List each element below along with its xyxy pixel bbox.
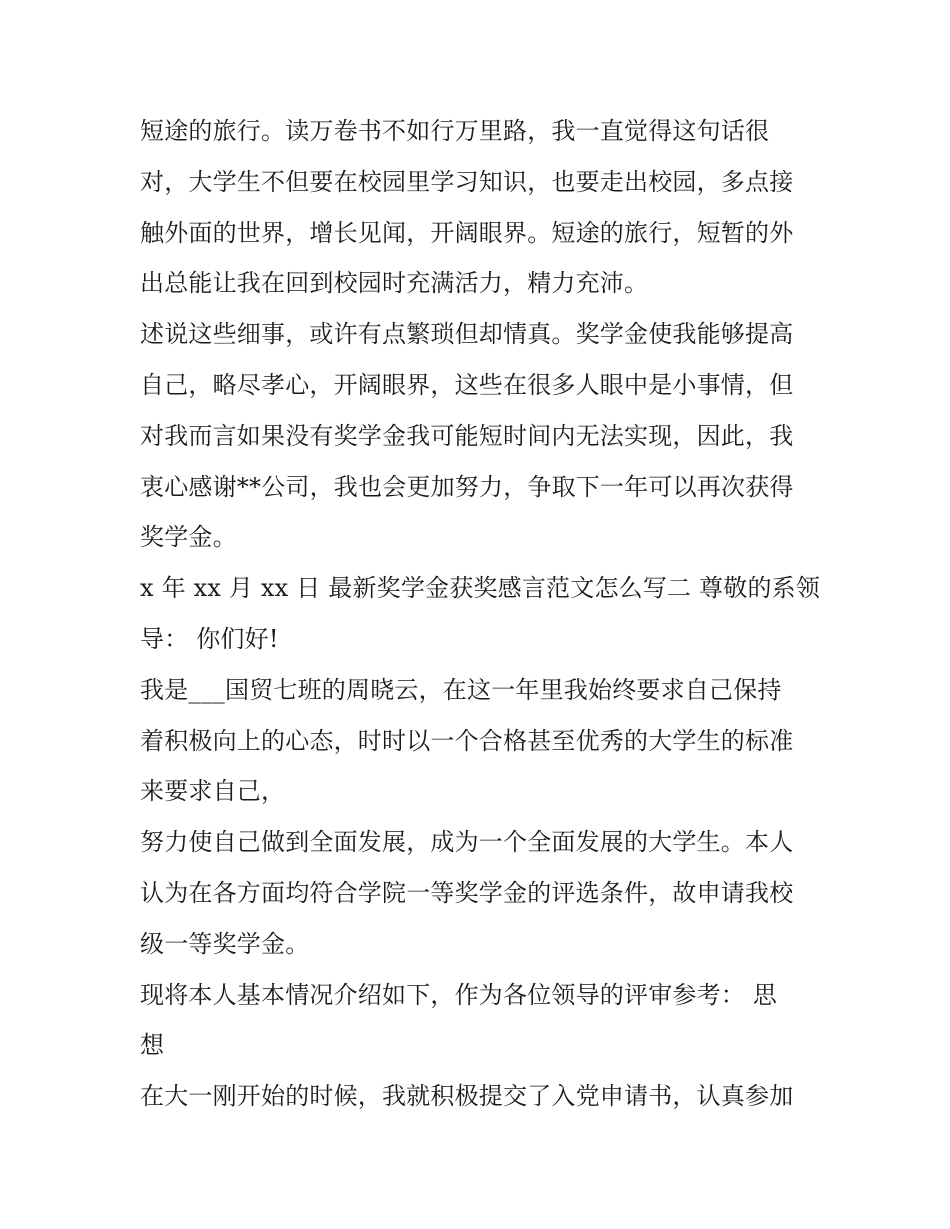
text-line: 来要求自己， xyxy=(140,777,286,806)
text-line: 出总能让我在回到校园时充满活力，精力充沛。 xyxy=(140,269,649,298)
text-line: 我是___国贸七班的周晓云，在这一年里我始终要求自己保持 xyxy=(140,675,782,704)
document-body xyxy=(140,106,820,1122)
text-line: 奖学金。 xyxy=(140,523,237,552)
text-line: 对我而言如果没有奖学金我可能短时间内无法实现，因此，我 xyxy=(140,421,794,450)
text-line: 衷心感谢**公司，我也会更加努力，争取下一年可以再次获得 xyxy=(140,472,794,501)
text-line: 自己，略尽孝心，开阔眼界，这些在很多人眼中是小事情，但 xyxy=(140,370,794,399)
text-line: x 年 xx 月 xx 日 最新奖学金获奖感言范文怎么写二 尊敬的系领 xyxy=(140,574,821,603)
text-line: 努力使自己做到全面发展，成为一个全面发展的大学生。本人 xyxy=(140,828,794,857)
text-line: 想 xyxy=(140,1031,165,1060)
text-line: 着积极向上的心态，时时以一个合格甚至优秀的大学生的标准 xyxy=(140,726,794,755)
text-line: 级一等奖学金。 xyxy=(140,929,310,958)
text-line: 触外面的世界，增长见闻，开阔眼界。短途的旅行，短暂的外 xyxy=(140,218,794,247)
text-line: 述说这些细事，或许有点繁琐但却情真。奖学金使我能够提高 xyxy=(140,320,794,349)
text-line: 短途的旅行。读万卷书不如行万里路，我一直觉得这句话很 xyxy=(140,117,770,145)
text-line: 认为在各方面均符合学院一等奖学金的评选条件，故申请我校 xyxy=(140,878,794,907)
text-line: 现将本人基本情况介绍如下，作为各位领导的评审参考： 思 xyxy=(140,980,778,1009)
text-line: 导： 你们好! xyxy=(140,624,279,653)
text-line: 在大一刚开始的时候，我就积极提交了入党申请书，认真参加 xyxy=(140,1082,794,1111)
text-line: 对，大学生不但要在校园里学习知识，也要走出校园，多点接 xyxy=(140,167,794,196)
